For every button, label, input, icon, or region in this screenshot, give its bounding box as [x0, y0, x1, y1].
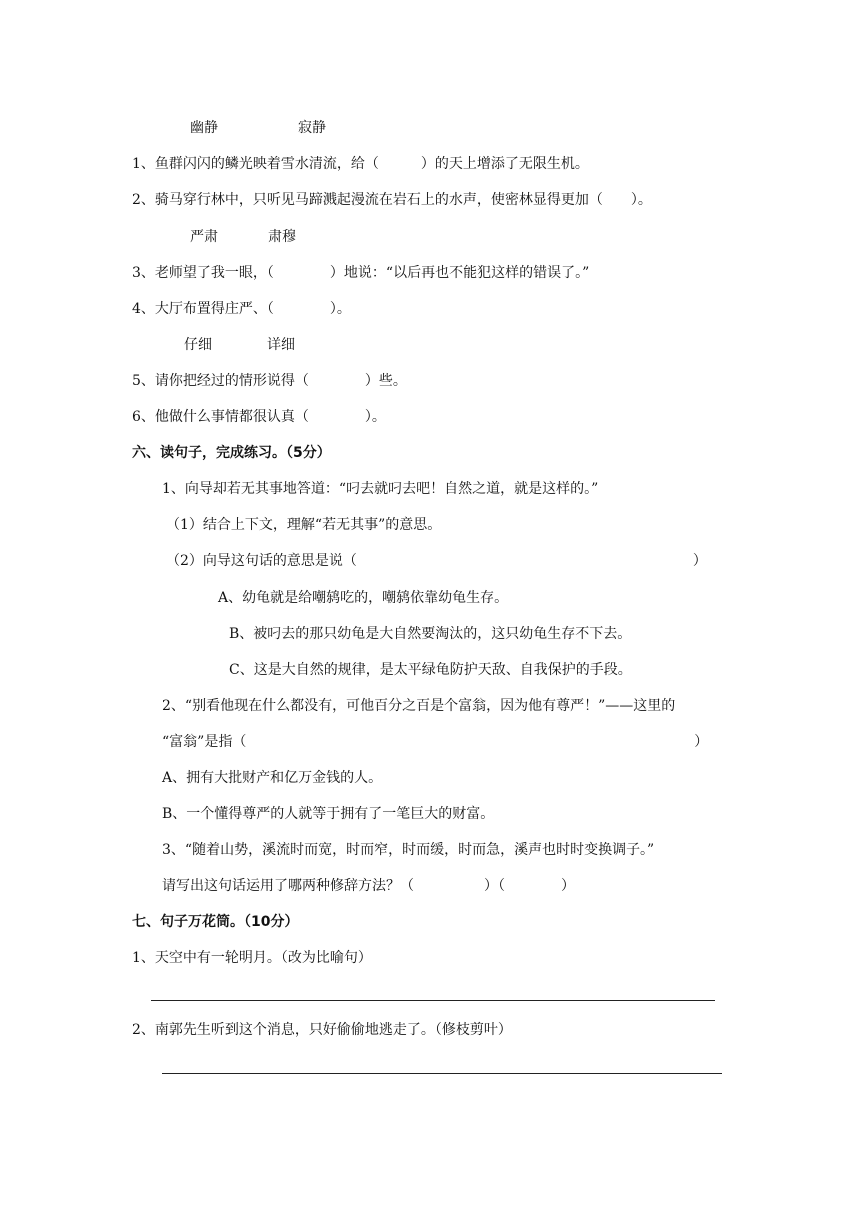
answer-option: A、拥有大批财产和亿万金钱的人。	[162, 770, 383, 786]
question-text: 5、请你把经过的情形说得（ ）些。	[132, 373, 407, 389]
word-option: 严肃	[190, 229, 218, 245]
answer-option: B、被叼去的那只幼龟是大自然要淘汰的，这只幼龟生存不下去。	[229, 626, 632, 642]
question-text: 4、大厅布置得庄严、（ ）。	[132, 301, 351, 317]
answer-line[interactable]	[151, 1000, 715, 1001]
section-heading: 六、读句子，完成练习。（5分）	[132, 445, 331, 461]
question-text: 2、“别看他现在什么都没有，可他百分之百是个富翁，因为他有尊严！”——这里的	[162, 698, 676, 714]
sub-question: （2）向导这句话的意思是说（ ）	[166, 553, 707, 569]
question-text: 6、他做什么事情都很认真（ ）。	[132, 409, 386, 425]
section-heading: 七、句子万花筒。（10分）	[132, 914, 299, 930]
answer-option: A、幼龟就是给嘲鸫吃的，嘲鸫依靠幼龟生存。	[218, 590, 509, 606]
question-text: 3、老师望了我一眼，（ ）地说：“以后再也不能犯这样的错误了。”	[132, 265, 590, 281]
answer-line[interactable]	[162, 1073, 722, 1074]
sub-question: （1）结合上下文，理解“若无其事”的意思。	[166, 517, 442, 533]
question-text: 1、向导却若无其事地答道：“叼去就叼去吧！自然之道，就是这样的。”	[162, 481, 599, 497]
word-option: 仔细	[184, 337, 212, 353]
answer-option: B、一个懂得尊严的人就等于拥有了一笔巨大的财富。	[162, 806, 495, 822]
question-text: 1、天空中有一轮明月。（改为比喻句）	[132, 950, 372, 966]
word-option: 详细	[267, 337, 295, 353]
word-option: 寂静	[298, 120, 326, 136]
question-text: 1、鱼群闪闪的鳞光映着雪水清流，给（ ）的天上增添了无限生机。	[132, 156, 589, 172]
question-text: 请写出这句话运用了哪两种修辞方法？（ ）（ ）	[162, 878, 575, 894]
question-text: “富翁”是指（ ）	[162, 734, 709, 750]
question-text: 2、南郭先生听到这个消息，只好偷偷地逃走了。（修枝剪叶）	[132, 1022, 512, 1038]
question-text: 3、“随着山势，溪流时而宽，时而窄，时而缓，时而急，溪声也时时变换调子。”	[162, 842, 655, 858]
question-text: 2、骑马穿行林中，只听见马蹄溅起漫流在岩石上的水声，使密林显得更加（ ）。	[132, 192, 652, 208]
word-option: 幽静	[190, 120, 218, 136]
word-option: 肃穆	[268, 229, 296, 245]
answer-option: C、这是大自然的规律，是太平绿龟防护天敌、自我保护的手段。	[229, 662, 632, 678]
